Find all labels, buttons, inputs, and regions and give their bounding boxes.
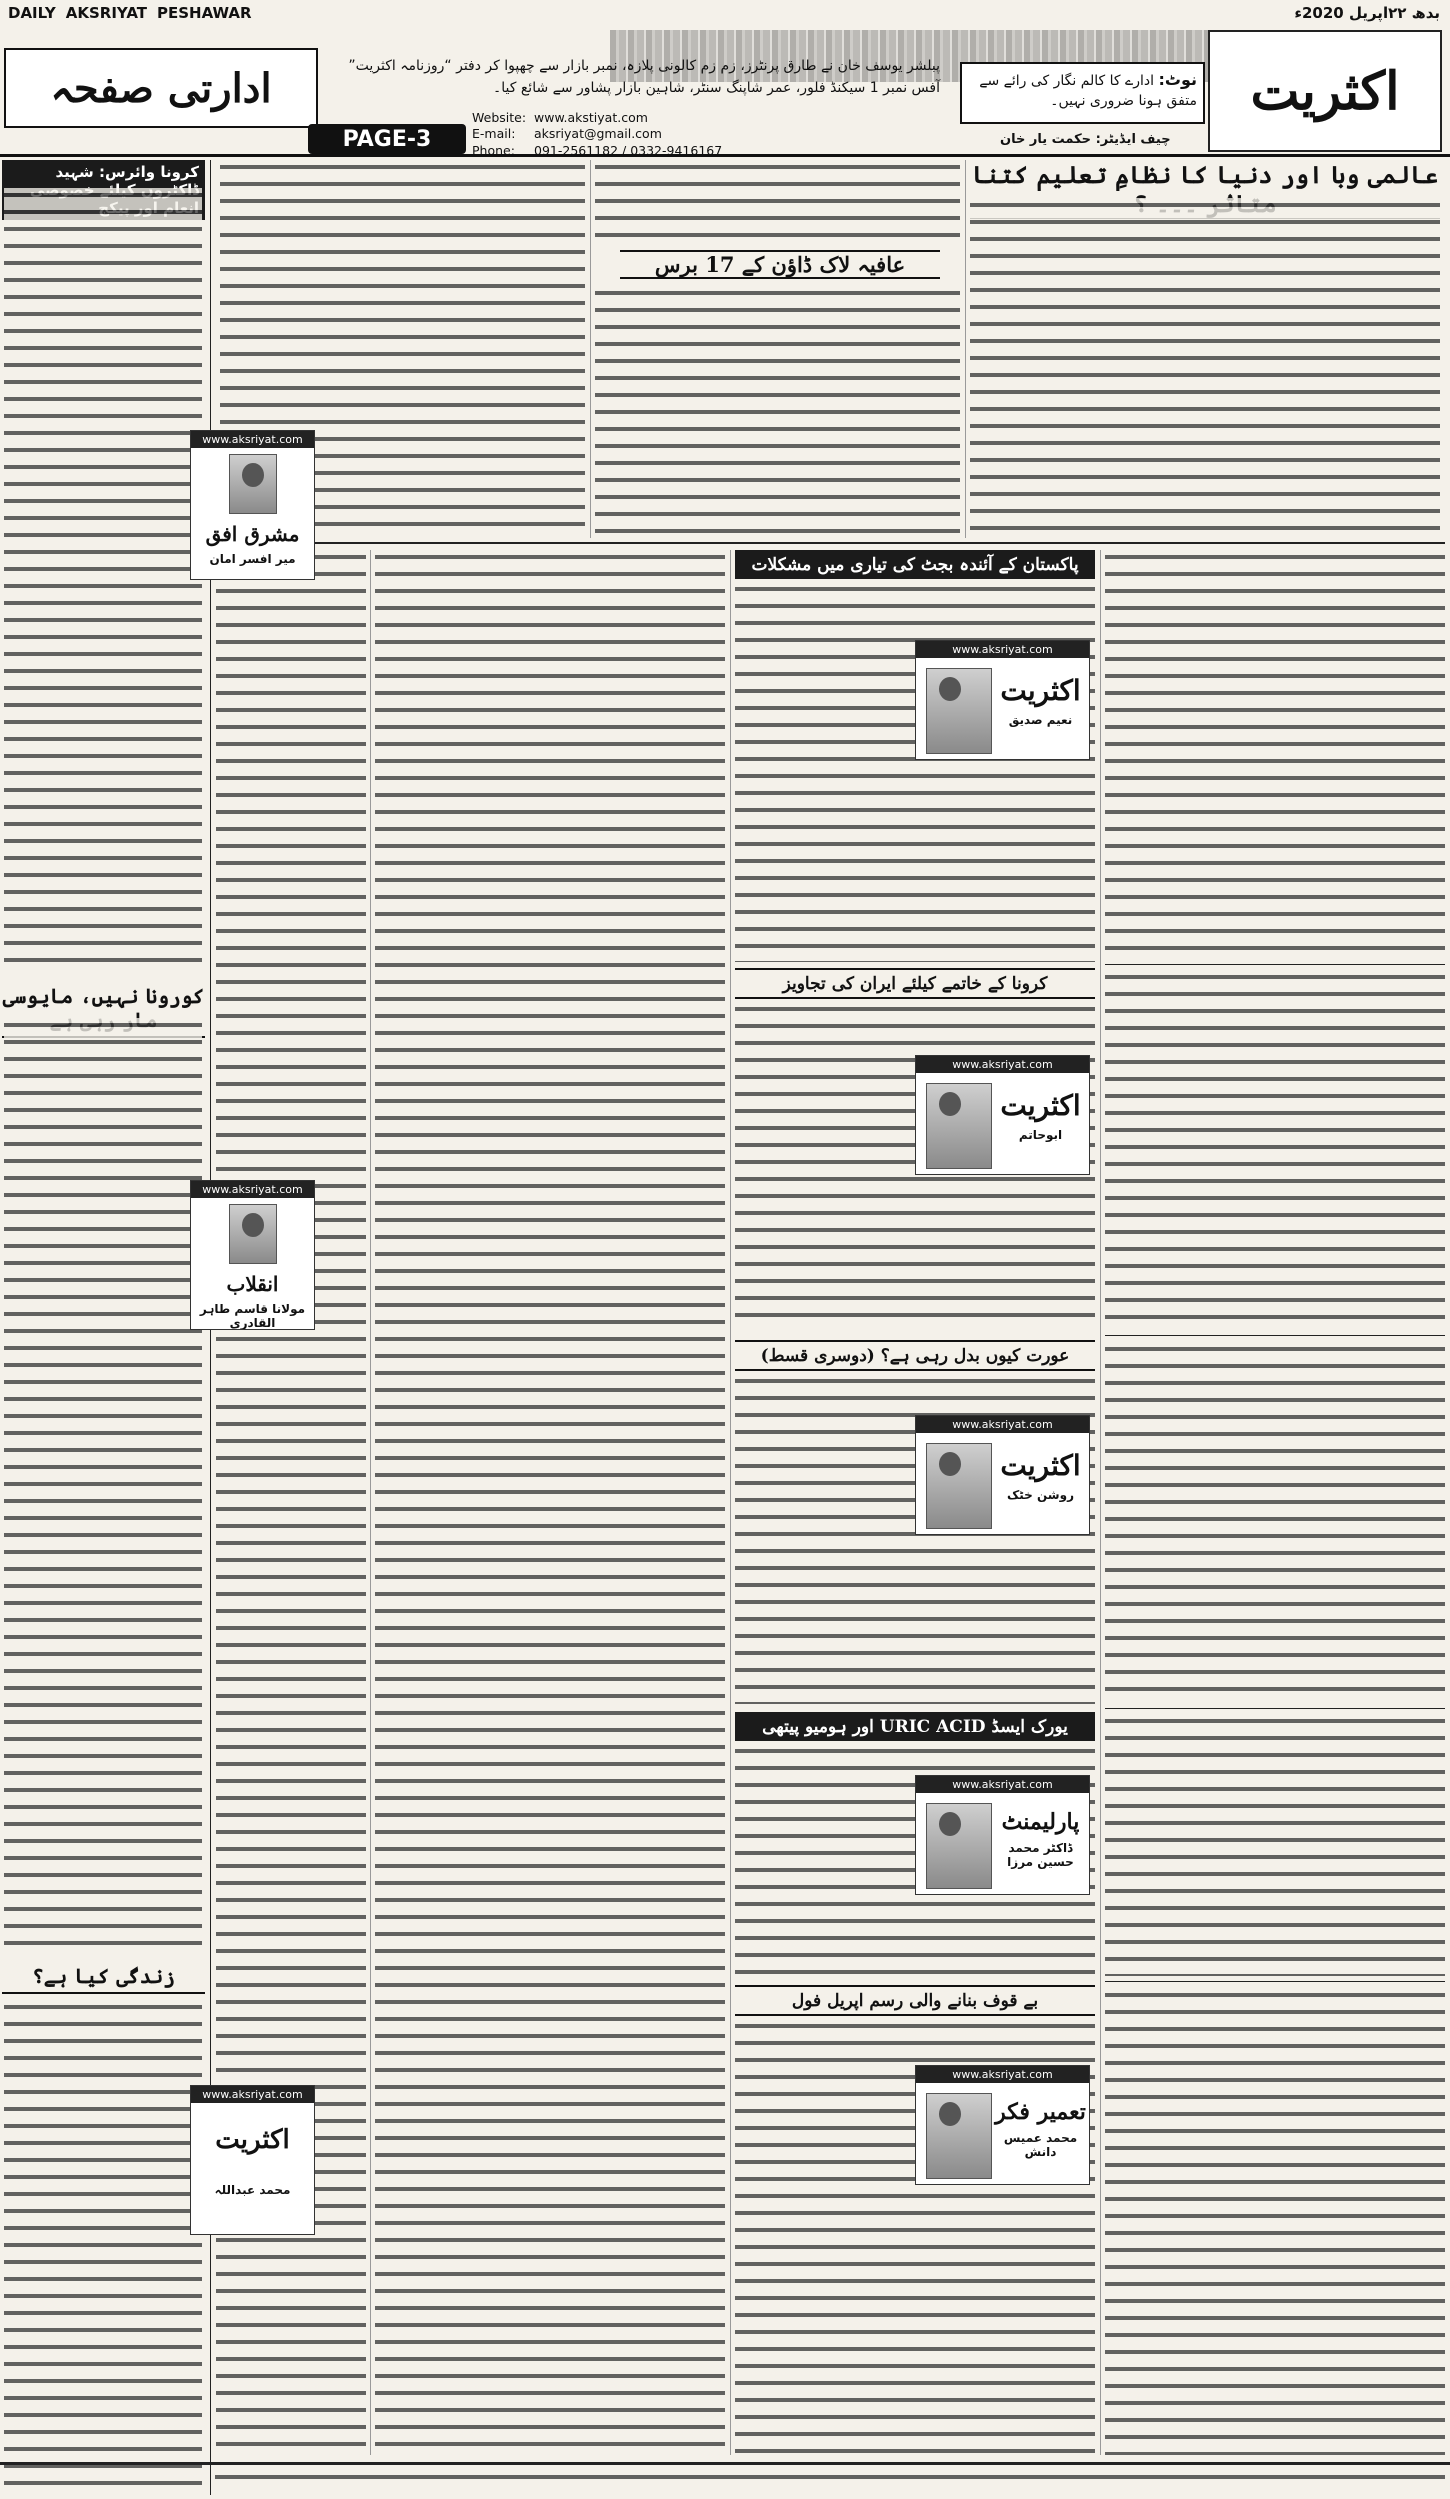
sidebar-article-3	[4, 2000, 202, 2490]
author-photo	[926, 668, 992, 754]
column-site[interactable]: www.aksriyat.com	[916, 1776, 1089, 1793]
columnist-card-7	[915, 1775, 1090, 1895]
issue-date: بدھ ۲۲اپریل 2020ء	[1294, 4, 1440, 22]
column-site[interactable]: www.aksriyat.com	[916, 1416, 1089, 1433]
col5-body-1	[1105, 550, 1445, 960]
author-name: ابوحاتم	[1018, 1128, 1063, 1142]
sidebar-article-2	[4, 1018, 202, 1953]
phone-number: 091-2561182 / 0332-9416167	[534, 142, 723, 158]
section-divider	[1105, 1981, 1445, 1982]
gift-article-title: بے قوف بنانے والی رسم اپریل فول	[735, 1985, 1095, 2016]
column-site[interactable]: www.aksriyat.com	[916, 1056, 1089, 1073]
column-logo: اکثریت	[1000, 674, 1081, 707]
author-photo	[926, 1803, 992, 1889]
woman-article-title: عورت کیوں بدل رہی ہے؟ (دوسری قسط)	[735, 1340, 1095, 1371]
author-photo	[229, 454, 277, 514]
paper-name: AKSRIYAT	[65, 4, 148, 22]
column-rule	[965, 160, 966, 538]
column-rule	[730, 550, 731, 2455]
sidebar-head-3: زندگی کیا ہے؟	[2, 1960, 205, 1994]
column-site[interactable]: www.aksriyat.com	[191, 2086, 314, 2103]
columnist-card-4	[915, 640, 1090, 760]
col3-body	[375, 550, 725, 2455]
columnist-card-1	[190, 430, 315, 580]
budget-article-body	[735, 582, 1095, 962]
page-title: ادارتی صفحہ	[4, 48, 318, 128]
column-site[interactable]: www.aksriyat.com	[191, 1181, 314, 1198]
afia-article-intro	[595, 160, 960, 245]
column-site[interactable]: www.aksriyat.com	[916, 2066, 1089, 2083]
columnist-card-8	[915, 2065, 1090, 2185]
author-photo	[926, 2093, 992, 2179]
afia-article-title: عافیہ لاک ڈاؤن کے 17 برس	[620, 250, 940, 279]
col5-body-2	[1105, 970, 1445, 1330]
main-article-title: عالمی وبا اور دنیا کا نظامِ تعلیم کتنا	[970, 160, 1440, 219]
email-link[interactable]: aksriyat@gmail.com	[534, 126, 662, 142]
section-divider	[1105, 1335, 1445, 1336]
column-site[interactable]: www.aksriyat.com	[916, 641, 1089, 658]
author-name: روشن خٹک	[1007, 1488, 1074, 1502]
column-rule	[590, 160, 591, 538]
column-logo: تعمیر فکر	[995, 2099, 1086, 2125]
masthead-top	[0, 0, 1450, 26]
sidebar-head-2: کورونا نہیں، مایوسی	[2, 980, 205, 1038]
sidebar-article-1	[4, 188, 202, 973]
page-number: PAGE-3	[308, 124, 466, 154]
col5-body-4	[1105, 1714, 1445, 1976]
column-logo: پارلیمنٹ	[1001, 1809, 1080, 1835]
contact-info	[472, 110, 772, 159]
column-rule	[370, 550, 371, 2455]
author-name: نعیم صدیق	[1008, 713, 1073, 727]
col5-body-5	[1105, 1988, 1445, 2455]
phone-label: Phone:	[472, 142, 515, 158]
notice-label: نوٹ:	[1158, 70, 1197, 89]
budget-article-title: پاکستان کے آئندہ بجٹ کی تیاری میں مشکلات	[735, 550, 1095, 579]
corona-iran-article-title: کرونا کے خاتمے کیلئے ایران کی تجاویز	[735, 968, 1095, 999]
main-article-body	[970, 198, 1440, 538]
disclaimer-notice	[960, 62, 1205, 124]
section-divider	[1105, 1708, 1445, 1709]
afia-article-body-1	[595, 286, 960, 538]
footer-rule	[0, 2462, 1450, 2465]
section-divider	[215, 542, 1445, 544]
columnist-card-6	[915, 1415, 1090, 1535]
columnist-card-3	[190, 2085, 315, 2235]
author-name: محمد عمیس دانش	[1003, 2131, 1078, 2159]
author-name: میر افسر امان	[209, 552, 296, 566]
col5-body-3	[1105, 1342, 1445, 1704]
column-logo: اکثریت	[215, 2125, 290, 2155]
column-logo: اکثریت	[1000, 1089, 1081, 1122]
author-name: ڈاکٹر محمد حسین مرزا	[1007, 1841, 1074, 1869]
author-photo	[926, 1083, 992, 1169]
email-label: E-mail:	[472, 126, 516, 142]
column-logo: انقلاب	[226, 1272, 279, 1296]
uric-article-title: یورک ایسڈ URIC ACID اور ہومیو پیتھی	[735, 1712, 1095, 1741]
column-logo: اکثریت	[1000, 1449, 1081, 1482]
paper-label	[8, 4, 262, 22]
newspaper-logo: اکثریت	[1208, 30, 1442, 152]
footer-text	[215, 2470, 1445, 2492]
author-name: محمد عبداللہ	[214, 2183, 291, 2197]
column-site[interactable]: www.aksriyat.com	[191, 431, 314, 448]
columnist-card-5	[915, 1055, 1090, 1175]
author-photo	[926, 1443, 992, 1529]
website-link[interactable]: www.akstiyat.com	[534, 110, 648, 125]
publisher-line: پبلشر یوسف خان نے طارق پرنٹرز، زم زم کالونی پلازہ، نمبر بازار سے چھپوا کر دفتر “روزنامہ اکثریت” آفس نمبر 1 سیکنڈ فلور، عمر شاپنگ سنٹر، شاہین بازار پشاور سے شائع کیا۔	[348, 58, 940, 96]
chief-editor: چیف ایڈیٹر: حکمت یار خان	[1000, 132, 1171, 147]
column-logo: مشرق افق	[205, 522, 300, 546]
sidebar-head-1: کرونا وائرس: شہید	[2, 160, 205, 220]
author-photo	[229, 1204, 277, 1264]
section-divider	[1105, 964, 1445, 965]
paper-city: PESHAWAR	[157, 4, 252, 22]
website-label: Website:	[472, 110, 527, 125]
paper-daily: DAILY	[8, 4, 56, 22]
column-rule	[1100, 550, 1101, 2455]
notice-text: ادارے کا کالم نگار کی رائے سے متفق ہونا ضروری نہیں۔	[979, 73, 1197, 110]
author-name: مولانا قاسم طاہر القادری	[199, 1302, 306, 1330]
columnist-card-2	[190, 1180, 315, 1330]
